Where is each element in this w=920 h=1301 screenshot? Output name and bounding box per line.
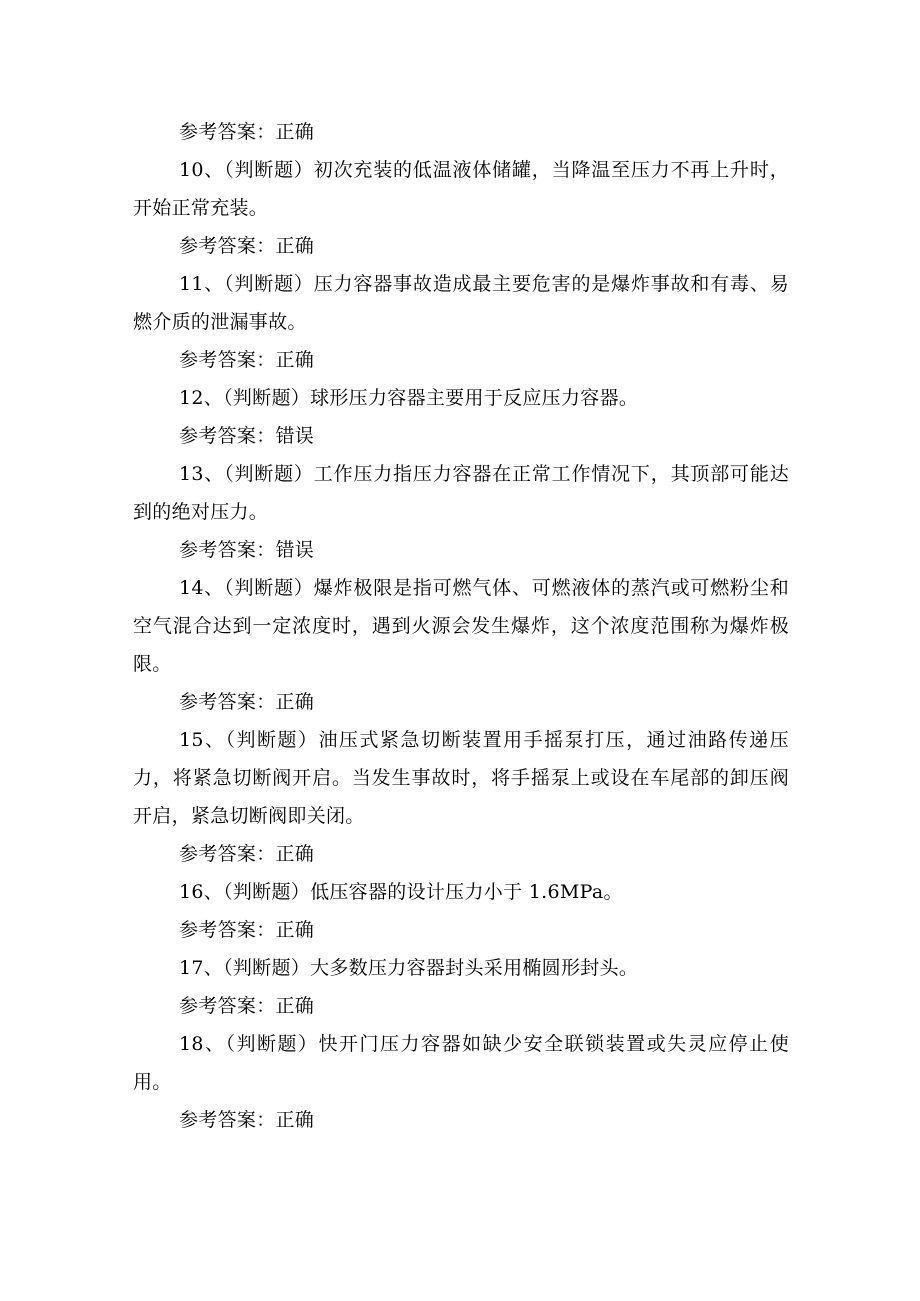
question-list — [133, 113, 789, 1139]
answer-line: 参考答案：正确 — [179, 235, 315, 257]
question-18: 18、（判断题）快开门压力容器如缺少安全联锁装置或失灵应停止使用。 — [133, 1033, 789, 1093]
question-11: 11、（判断题）压力容器事故造成最主要危害的是爆炸事故和有毒、易燃介质的泄漏事故。 — [133, 273, 789, 333]
answer-line: 参考答案：正确 — [179, 691, 315, 713]
question-16: 16、（判断题）低压容器的设计压力小于 1.6MPa。 — [179, 881, 623, 903]
question-17: 17、（判断题）大多数压力容器封头采用椭圆形封头。 — [179, 957, 639, 979]
answer-line: 参考答案：正确 — [179, 1109, 315, 1131]
answer-line: 参考答案：正确 — [179, 349, 315, 371]
question-15: 15、（判断题）油压式紧急切断装置用手摇泵打压，通过油路传递压力，将紧急切断阀开启。当发生事故时，将手摇泵上或设在车尾部的卸压阀开启，紧急切断阀即关闭。 — [133, 729, 789, 827]
answer-line: 参考答案：正确 — [179, 843, 315, 865]
answer-line: 参考答案：错误 — [179, 425, 315, 447]
question-13: 13、（判断题）工作压力指压力容器在正常工作情况下，其顶部可能达到的绝对压力。 — [133, 463, 789, 523]
answer-line: 参考答案：错误 — [179, 539, 315, 561]
answer-line: 参考答案：正确 — [179, 121, 315, 143]
question-12: 12、（判断题）球形压力容器主要用于反应压力容器。 — [179, 387, 639, 409]
answer-line: 参考答案：正确 — [179, 995, 315, 1017]
question-14: 14、（判断题）爆炸极限是指可燃气体、可燃液体的蒸汽或可燃粉尘和空气混合达到一定浓度时，遇到火源会发生爆炸，这个浓度范围称为爆炸极限。 — [133, 577, 789, 675]
question-10: 10、（判断题）初次充装的低温液体储罐，当降温至压力不再上升时，开始正常充装。 — [133, 159, 789, 219]
answer-line: 参考答案：正确 — [179, 919, 315, 941]
